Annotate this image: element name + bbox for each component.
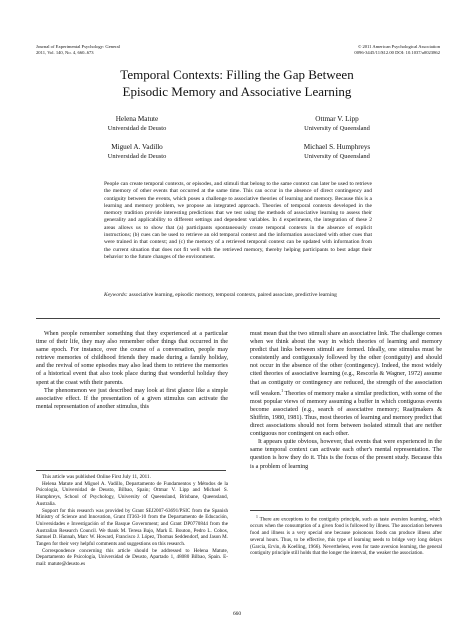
footnote-paragraph: Helena Matute and Miguel A. Vadillo, Departamento de Fundamentos y Métodos de la Psicología, Universidad de Deusto, Bilbao, Spain; Ottmar V. Lipp and Michael S. Humphreys, School of Psychology, University of Queensland, Brisbane, Queensland, Australia. bbox=[36, 480, 228, 507]
author-name: Helena Matute bbox=[115, 115, 159, 123]
keywords-label: Keywords: bbox=[104, 292, 128, 298]
title-line-1: Temporal Contexts: Filling the Gap Between bbox=[120, 67, 354, 82]
author-affiliation: University of Queensland bbox=[304, 153, 370, 160]
body-paragraph bbox=[250, 330, 442, 438]
article-title bbox=[0, 66, 474, 100]
page-number: 660 bbox=[232, 611, 242, 617]
author-affiliation: University of Queensland bbox=[304, 125, 370, 132]
footnote-paragraph: Correspondence concerning this article should be addressed to Helena Matute, Departamento de Psicología, Universidad de Deusto, Apartado 1, 48080 Bilbao, Spain. E-mail: matute@deusto.es bbox=[36, 547, 228, 568]
footnote-marker: 1 bbox=[281, 387, 284, 393]
body-column-left bbox=[36, 330, 228, 411]
title-line-2: Episodic Memory and Associative Learning bbox=[122, 84, 352, 99]
body-paragraph: The phenomenon we just described may look at first glance like a simple associative effect. If the presentation of a given stimulus can activate the mental representation of another stimulus, this bbox=[36, 387, 228, 410]
keywords-list: associative learning, episodic memory, temporal contexts, paired associate, predictive learning bbox=[129, 292, 337, 298]
body-text: Theories of memory make a similar prediction, with some of the most popular views of memory assuming a buffer in which contiguous events become associated (e.g., search of associative memory; Raaijmakers & Shiffrin, 1980, 1981). Thus, most theories of learning and memory predict that direct associations should not form between isolated stimuli that are neither contiguous nor contingent on each other. bbox=[250, 390, 442, 438]
doi-line: 0096-3445/11/$12.00 DOI: 10.1037/a0023862 bbox=[354, 50, 440, 55]
author-name: Ottmar V. Lipp bbox=[315, 115, 359, 123]
journal-volume: 2011, Vol. 140, No. 4, 660–673 bbox=[36, 50, 94, 55]
author-name: Miguel A. Vadillo bbox=[111, 143, 163, 151]
author-affiliation: Universidad de Deusto bbox=[107, 153, 167, 160]
footnote-divider-right bbox=[250, 510, 440, 511]
footnote-text: There are exceptions to the contiguity principle, such as taste aversion learning, which occurs when the consumption of a given food is followed by illness. The association between food and illness is a very special one because poisonous foods can produce illness after several hours. Thus, to be effective, this type of learning needs to bridge very long delays (Garcia, Ervin, & Koelling, 1966). Nevertheless, even for taste aversion learning, the general contiguity principle still holds that the longer the interval, the weaker the association. bbox=[250, 516, 442, 557]
author-block-1 bbox=[62, 115, 212, 133]
author-block-2 bbox=[262, 115, 412, 133]
footnote-paragraph: Support for this research was provided by Grant SEJ2007-63691/PSIC from the Spanish Ministry of Science and Innovation, Grant IT363-10 from the Departamento de Educación, Universidades e Investigación of the Basque Government; and Grant DP0770844 from the Australian Research Council. We thank M. Teresa Bajo, Mark E. Bouton, Pedro L. Cobos, Samuel D. Hannah, Marc W. Howard, Francisco J. López, Thomas Seddendorf, and Jason M. Tangen for their very helpful comments and suggestions on this research. bbox=[36, 507, 228, 548]
author-block-3 bbox=[62, 143, 212, 161]
footnote-1 bbox=[250, 514, 442, 557]
body-column-right bbox=[250, 330, 442, 471]
author-name: Michael S. Humphreys bbox=[303, 143, 371, 151]
footnote-paragraph: This article was published Online First July 11, 2011. bbox=[42, 474, 151, 480]
author-affiliation: Universidad de Deusto bbox=[107, 125, 167, 132]
abstract: People can create temporal contexts, or episodes, and stimuli that belong to the same context can later be used to retrieve the memory of other events that occurred at the same time. This can occur in the absence of direct contingency and contiguity between the events, which poses a challenge to associative theories of learning and memory. Because this is a learning and memory problem, we propose an integrated approach. Theories of temporal contexts developed in the memory tradition provide interesting predictions that we test using the methods of associative learning to assess their generality and applicability to different settings and dependent variables. In 4 experiments, the integration of these 2 areas allows us to show that (a) participants spontaneously create temporal contexts in the absence of explicit instructions; (b) cues can be used to retrieve an old temporal context and the information associated with other cues that were trained in that context; and (c) the memory of a retrieved temporal context can be updated with information from the current situation that does not fit well with the retrieved memory, thereby helping participants to best adapt their behavior to the future changes of the environment. bbox=[104, 181, 372, 260]
body-paragraph: It appears quite obvious, however, that events that were experienced in the same temporal context can activate each other's mental representation. The question is how they do it. This is the focus of the present study. Because this is a problem of learning bbox=[250, 439, 442, 470]
author-note bbox=[36, 474, 228, 568]
author-block-4 bbox=[262, 143, 412, 161]
running-header-right bbox=[240, 44, 440, 56]
keywords bbox=[104, 292, 372, 299]
footnote-number: 1 bbox=[256, 515, 258, 519]
running-header-left bbox=[36, 44, 236, 56]
footnote-divider bbox=[36, 470, 226, 471]
body-paragraph: When people remember something that they experienced at a particular time of their life, they may also remember other things that occurred in the same epoch. For instance, over the course of a conversation, people may retrieve memories of childhood friends they made during a family holiday, and the revival of some episodes may also lead them to retrieve the memories of a historical event that also took place during that wonderful holiday they spent at the coast with their parents. bbox=[36, 331, 228, 386]
journal-name: Journal of Experimental Psychology: General bbox=[36, 44, 120, 49]
copyright-notice: © 2011 American Psychological Association bbox=[357, 44, 440, 49]
body-text: must mean that the two stimuli share an associative link. The challenge comes when we think about the way in which theories of learning and memory predict that links between stimuli are formed. Ideally, one stimulus must be consistently and contiguously followed by the other (contiguity) and should not occur in the absence of the other (contingency). Indeed, the most widely cited theories of associative learning (e.g., Rescorla & Wagner, 1972) assume that as contiguity or contingency are reduced, the strength of the association will weaken. bbox=[250, 331, 442, 397]
section-divider bbox=[36, 318, 440, 319]
